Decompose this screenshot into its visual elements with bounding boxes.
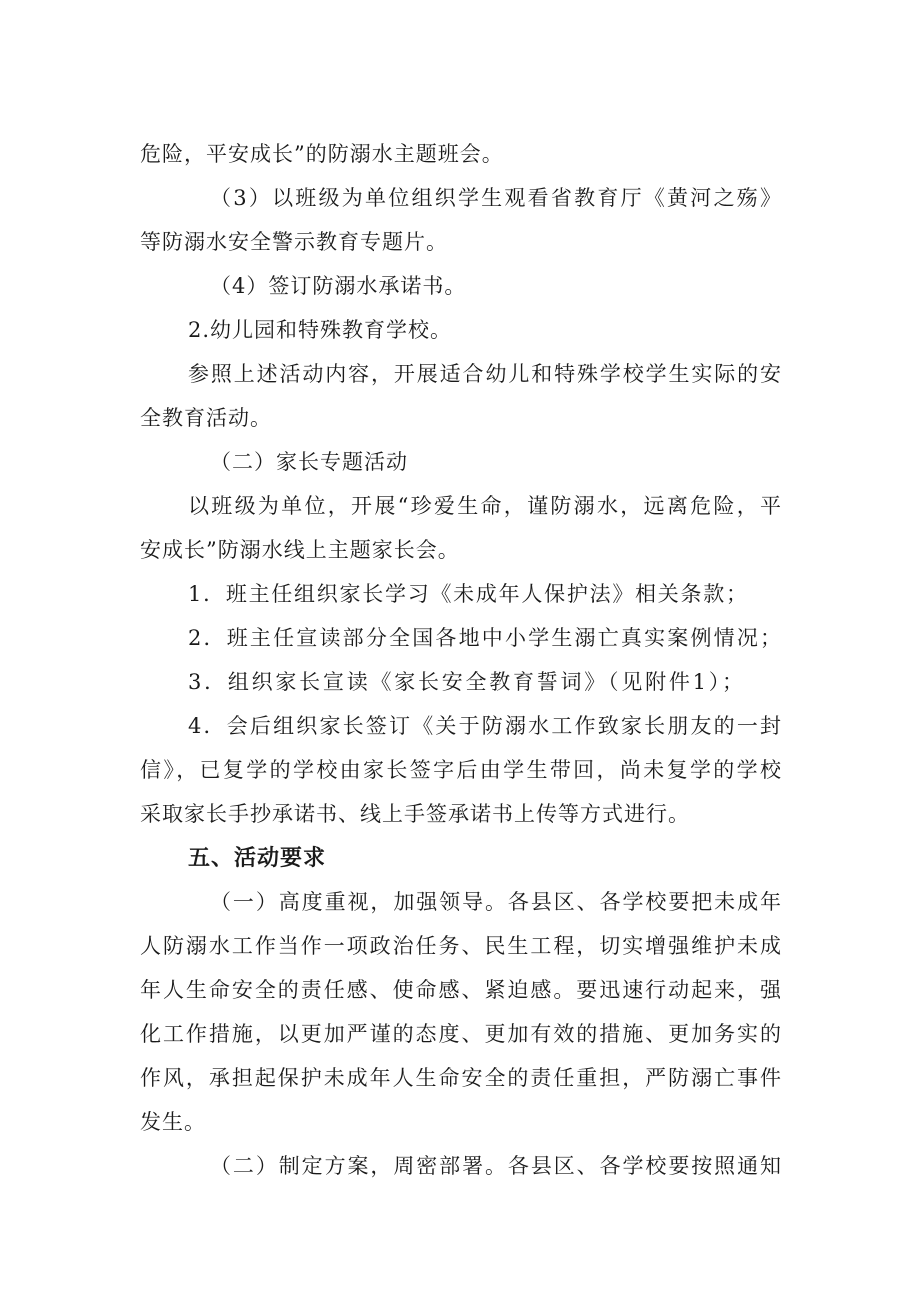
text-line-20: 年人生命安全的责任感、使命感、紧迫感。要迅速行动起来，强 [140,978,782,1002]
text-line-2: （3）以班级为单位组织学生观看省教育厅《黄河之殇》 [210,186,782,210]
text-line-21: 化工作措施，以更加严谨的态度、更加有效的措施、更加务实的 [140,1022,782,1046]
section-heading: 五、活动要求 [188,846,327,871]
text-line-1: 危险，平安成长”的防溺水主题班会。 [140,142,504,166]
text-line-11: 1．班主任组织家长学习《未成年人保护法》相关条款； [188,582,748,606]
text-line-13: 3．组织家长宣读《家长安全教育誓词》（见附件1）； [188,670,744,694]
text-line-23: 发生。 [140,1110,206,1134]
text-line-24: （二）制定方案，周密部署。各县区、各学校要按照通知 [210,1154,782,1178]
text-line-12: 2．班主任宣读部分全国各地中小学生溺亡真实案例情况； [188,626,782,650]
text-line-19: 人防溺水工作当作一项政治任务、民生工程，切实增强维护未成 [140,934,782,958]
text-line-22: 作风，承担起保护未成年人生命安全的责任重担，严防溺亡事件 [140,1066,782,1090]
text-line-9: 以班级为单位，开展“珍爱生命，谨防溺水，远离危险，平 [188,494,782,518]
text-line-14: 4．会后组织家长签订《关于防溺水工作致家长朋友的一封 [188,714,782,738]
text-line-16: 采取家长手抄承诺书、线上手签承诺书上传等方式进行。 [140,802,690,826]
text-line-4: （4）签订防溺水承诺书。 [210,274,467,298]
text-line-6: 参照上述活动内容，开展适合幼儿和特殊学校学生实际的安 [188,362,782,386]
text-line-7: 全教育活动。 [140,406,272,430]
text-line-8: （二）家长专题活动 [210,450,408,474]
text-line-15: 信》，已复学的学校由家长签字后由学生带回，尚未复学的学校 [140,758,782,782]
text-line-10: 安成长”防溺水线上主题家长会。 [140,538,460,562]
text-line-18: （一）高度重视，加强领导。各县区、各学校要把未成年 [210,890,782,914]
text-line-5: 2.幼儿园和特殊教育学校。 [188,318,453,342]
text-line-3: 等防溺水安全警示教育专题片。 [140,230,448,254]
